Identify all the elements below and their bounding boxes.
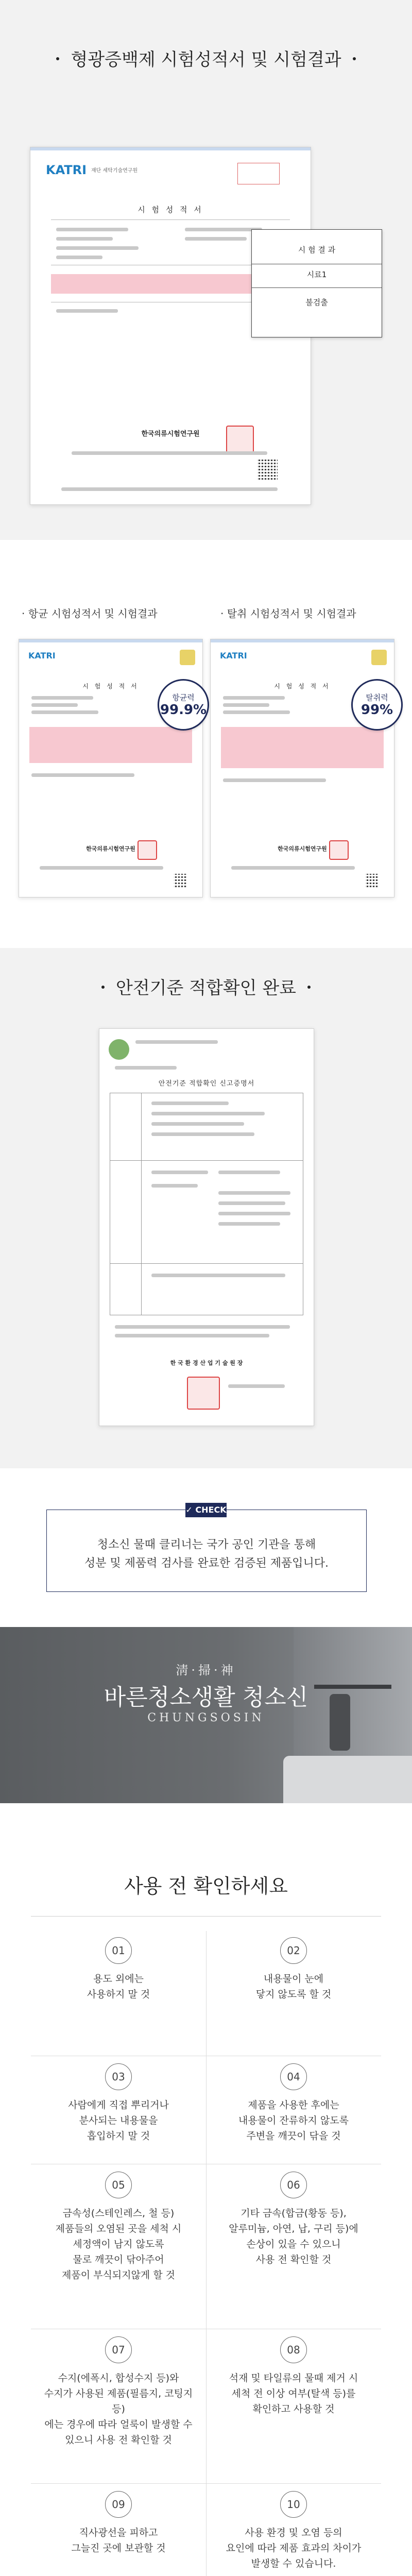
caution-line: 그늘진 곳에 보관할 것 — [71, 2543, 166, 2554]
caution-line: 발생할 수 있습니다. — [251, 2558, 336, 2569]
caution-line: 흡입하지 말 것 — [87, 2130, 150, 2142]
deodorant-badge: 탈취력 99% — [351, 679, 403, 731]
zoom-header: 시 험 결 과 — [298, 245, 336, 255]
check-tag: ✓ CHECK — [185, 1503, 227, 1517]
caution-text — [36, 2097, 201, 2144]
zoom-row2: 불검출 — [305, 298, 328, 307]
caution-text — [211, 2097, 376, 2144]
caution-text — [36, 2206, 201, 2283]
caution-text — [211, 1971, 376, 2002]
caution-text — [36, 1971, 201, 2002]
caution-line: 세정액이 남지 않도록 — [73, 2239, 164, 2250]
caution-line: 주변을 깨끗이 닦을 것 — [246, 2130, 341, 2142]
deodorant-certificate: KATRI 시 험 성 적 서 한국의류시험연구원 — [210, 639, 394, 897]
bullet-dot — [353, 57, 356, 60]
caution-number: 06 — [280, 2172, 307, 2198]
doc-org: 한국의류시험연구원 — [141, 430, 200, 438]
qr-code — [257, 459, 278, 480]
caution-number: 03 — [105, 2063, 132, 2090]
caution-number: 02 — [280, 1937, 307, 1964]
katri-logo: KATRI — [220, 651, 247, 660]
deodorant-title: · 탈취 시험성적서 및 시험결과 — [220, 607, 356, 620]
bullet-dot — [101, 986, 105, 989]
check-line-2: 성분 및 제품력 검사를 완료한 검증된 제품입니다. — [84, 1557, 329, 1570]
check-line-1: 청소신 물때 클리너는 국가 공인 기관을 통해 — [97, 1538, 316, 1551]
caution-number: 07 — [105, 2336, 132, 2363]
caution-line: 닿지 않도록 할 것 — [255, 1989, 332, 2000]
fluorescent-title: 형광증백제 시험성적서 및 시험결과 — [0, 45, 412, 71]
caution-text — [211, 2206, 376, 2267]
caution-line: 내용물이 눈에 — [263, 1973, 324, 1985]
caution-line: 알루미늄, 아연, 납, 구리 등)에 — [229, 2223, 358, 2234]
caution-line: 물로 깨끗이 닦아주어 — [73, 2254, 164, 2265]
caution-line: 사용 환경 및 오염 등의 — [245, 2527, 342, 2538]
check-box — [46, 1510, 367, 1592]
caution-line: 기타 금속(합금(황동 등), — [241, 2208, 347, 2219]
katri-logo: KATRI — [28, 651, 56, 660]
doc-title: 시 험 성 적 서 — [138, 205, 203, 214]
caution-line: 수지(에폭시, 합성수지 등)와 — [58, 2372, 179, 2384]
brand-banner — [0, 1627, 412, 1803]
caution-number: 01 — [105, 1937, 132, 1964]
emblem-icon — [180, 650, 195, 665]
brand-hanja: 淸·掃·神 — [176, 1663, 236, 1677]
caution-line: 용도 외에는 — [93, 1973, 144, 1985]
caution-number: 05 — [105, 2172, 132, 2198]
safety-certificate — [99, 1028, 314, 1426]
result-zoom — [251, 229, 382, 337]
caution-line: 요인에 따라 제품 효과의 차이가 — [226, 2543, 362, 2554]
katri-logo: KATRI — [46, 163, 87, 177]
safety-title: 안전기준 적합확인 완료 — [0, 974, 412, 999]
caution-line: 있으니 사용 전 확인할 것 — [65, 2434, 172, 2446]
bullet-dot — [307, 986, 311, 989]
stamp-box — [237, 163, 280, 184]
caution-line: 에는 경우에 따라 얼룩이 발생할 수 — [44, 2419, 193, 2430]
caution-line: 석재 및 타일류의 물때 제거 시 — [229, 2372, 358, 2384]
antibacterial-badge: 항균력 99.9% — [158, 679, 209, 731]
caution-line: 제품을 사용한 후에는 — [248, 2099, 339, 2111]
caution-line: 손상이 있을 수 있으니 — [246, 2239, 341, 2250]
caution-number: 09 — [105, 2491, 132, 2518]
qr-code — [365, 874, 379, 887]
caution-number: 04 — [280, 2063, 307, 2090]
antibacterial-certificate: KATRI 시 험 성 적 서 한국의류시험연구원 — [19, 639, 203, 897]
caution-line: 확인하고 사용할 것 — [252, 2403, 335, 2415]
caution-line: 분사되는 내용물을 — [79, 2115, 158, 2126]
zoom-row1: 시료1 — [306, 270, 327, 279]
caution-number: 10 — [280, 2491, 307, 2518]
caution-line: 사용하지 말 것 — [87, 1989, 150, 2000]
caution-line: 제품들의 오염된 곳을 세척 시 — [55, 2223, 182, 2234]
caution-line: 금속성(스테인레스, 철 등) — [62, 2208, 175, 2219]
caution-line: 제품이 부식되지않게 할 것 — [61, 2269, 175, 2281]
qr-code — [174, 874, 187, 887]
brand-english: CHUNGSOSIN — [147, 1711, 265, 1724]
katri-logo-sub: 재단 세탁기술연구원 — [91, 168, 138, 174]
caution-number: 08 — [280, 2336, 307, 2363]
bullet-dot — [56, 57, 59, 60]
emblem-icon — [371, 650, 387, 665]
kc-mark-icon — [109, 1039, 129, 1060]
caution-text — [211, 2370, 376, 2417]
caution-line: 사용 전 확인할 것 — [255, 2254, 332, 2265]
safety-table — [110, 1093, 303, 1315]
caution-line: 내용물이 잔류하지 않도록 — [238, 2115, 349, 2126]
safety-doc-org: 한 국 환 경 산 업 기 술 원 장 — [170, 1360, 243, 1366]
caution-line: 직사광선을 피하고 — [79, 2527, 158, 2538]
caution-text — [36, 2525, 201, 2556]
caution-title: 사용 전 확인하세요 — [124, 1875, 288, 1897]
caution-line: 사람에게 직접 뿌리거나 — [68, 2099, 169, 2111]
caution-text — [36, 2370, 201, 2448]
caution-line: 세척 전 이상 여부(탈색 등)를 — [231, 2388, 356, 2399]
brand-korean: 바른청소생활 청소신 — [104, 1684, 308, 1710]
antibacterial-title: · 항균 시험성적서 및 시험결과 — [22, 607, 158, 620]
caution-line: 수지가 사용된 제품(필름지, 코팅지 등) — [44, 2388, 193, 2415]
caution-text — [211, 2525, 376, 2571]
safety-doc-heading: 안전기준 적합확인 신고증명서 — [158, 1080, 255, 1088]
